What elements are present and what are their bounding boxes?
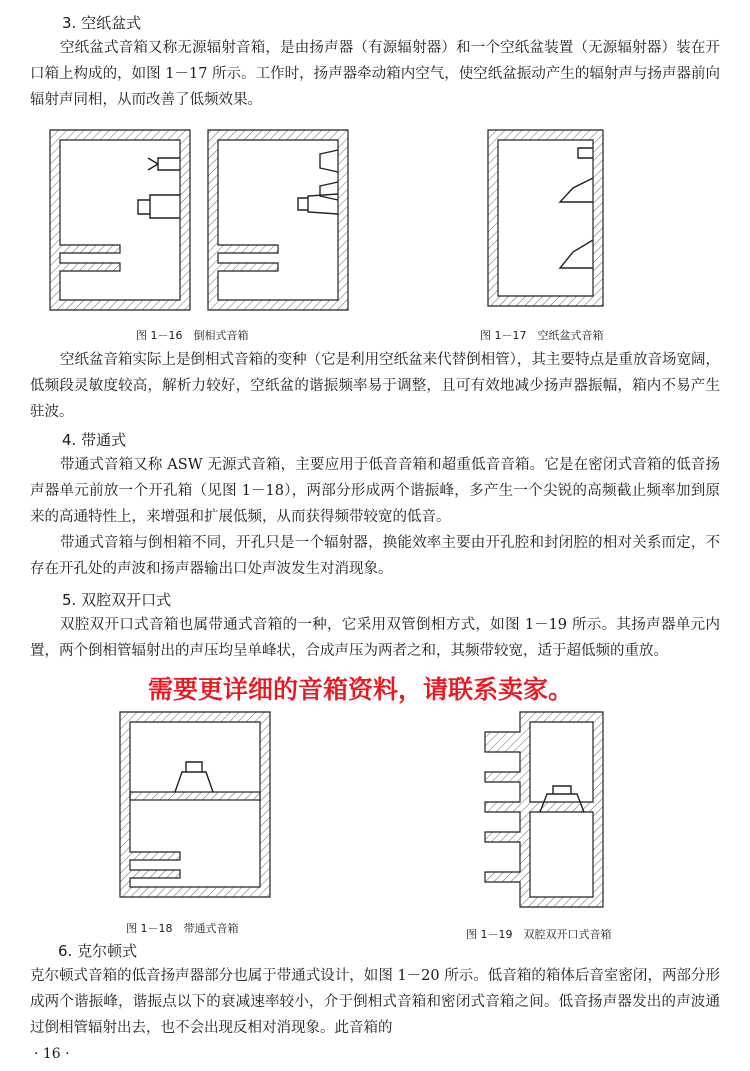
section-3-heading: 3. 空纸盆式 <box>62 14 142 32</box>
figure-1-17-caption: 图 1－17 空纸盆式音箱 <box>480 329 604 342</box>
section-3-paragraph-2: 空纸盆音箱实际上是倒相式音箱的变种（它是利用空纸盆来代替倒相管），其主要特点是重放音场宽阔，低频段灵敏度较高，解析力较好，空纸盆的谐振频率易于调整，且可有效地减少扬声器振幅，箱内不易产生驻波。 <box>30 352 720 420</box>
page-number: · 16 · <box>34 1046 70 1062</box>
section-4-heading: 4. 带通式 <box>62 431 127 449</box>
figure-1-19-caption: 图 1－19 双腔双开口式音箱 <box>466 928 612 941</box>
figure-1-18-caption: 图 1－18 带通式音箱 <box>126 922 239 935</box>
section-4-paragraph-2: 带通式音箱与倒相箱不同，开孔只是一个辐射器，换能效率主要由开孔腔和封闭腔的相对关系而定，不存在开孔处的声波和扬声器输出口处声波发生对消现象。 <box>30 535 720 577</box>
section-6-heading: 6. 克尔顿式 <box>58 942 138 960</box>
bass-reflex-cabinet-left <box>50 130 190 310</box>
section-4-paragraph-1: 带通式音箱又称 ASW 无源式音箱，主要应用于低音音箱和超重低音音箱。它是在密闭式音箱的低音扬声器单元前放一个开孔箱（见图 1－18），两部分形成两个谐振峰，多产生一个尖锐的高频截止频率加到原来的高通特性上，来增强和扩展低频，从而获得频带较宽的低音。 <box>30 457 720 525</box>
figure-1-16-caption: 图 1－16 倒相式音箱 <box>136 329 249 342</box>
bass-reflex-cabinet-right <box>208 130 348 310</box>
section-5-paragraph-1: 双腔双开口式音箱也属带通式音箱的一种，它采用双管倒相方式，如图 1－19 所示。其扬声器单元内置，两个倒相管辐射出的声压均呈单峰状，合成声压为两者之和，其频带较宽，适于超低频的重放。 <box>30 617 720 659</box>
section-3-paragraph-1: 空纸盆式音箱又称无源辐射音箱，是由扬声器（有源辐射器）和一个空纸盆装置（无源辐射器）装在开口箱上构成的，如图 1－17 所示。工作时，扬声器牵动箱内空气，使空纸盆振动产生的辐射声与扬声器前向辐射声同相，从而改善了低频效果。 <box>30 40 720 108</box>
figure-1-16-diagram <box>50 130 350 315</box>
section-6-paragraph-1: 克尔顿式音箱的低音扬声器部分也属于带通式设计，如图 1－20 所示。低音箱的箱体后音室密闭，两部分形成两个谐振峰，谐振点以下的衰减速率较小，介于倒相式音箱和密闭式音箱之间。低音扬声器发出的声波通过倒相管辐射出去，也不会出现反相对消现象。此音箱的 <box>30 968 720 1036</box>
figure-1-19-diagram <box>485 712 610 912</box>
seller-contact-overlay: 需要更详细的音箱资料，请联系卖家。 <box>148 675 574 704</box>
figure-1-17-diagram <box>488 130 608 310</box>
section-5-heading: 5. 双腔双开口式 <box>62 591 172 609</box>
figure-1-18-diagram <box>120 712 275 902</box>
